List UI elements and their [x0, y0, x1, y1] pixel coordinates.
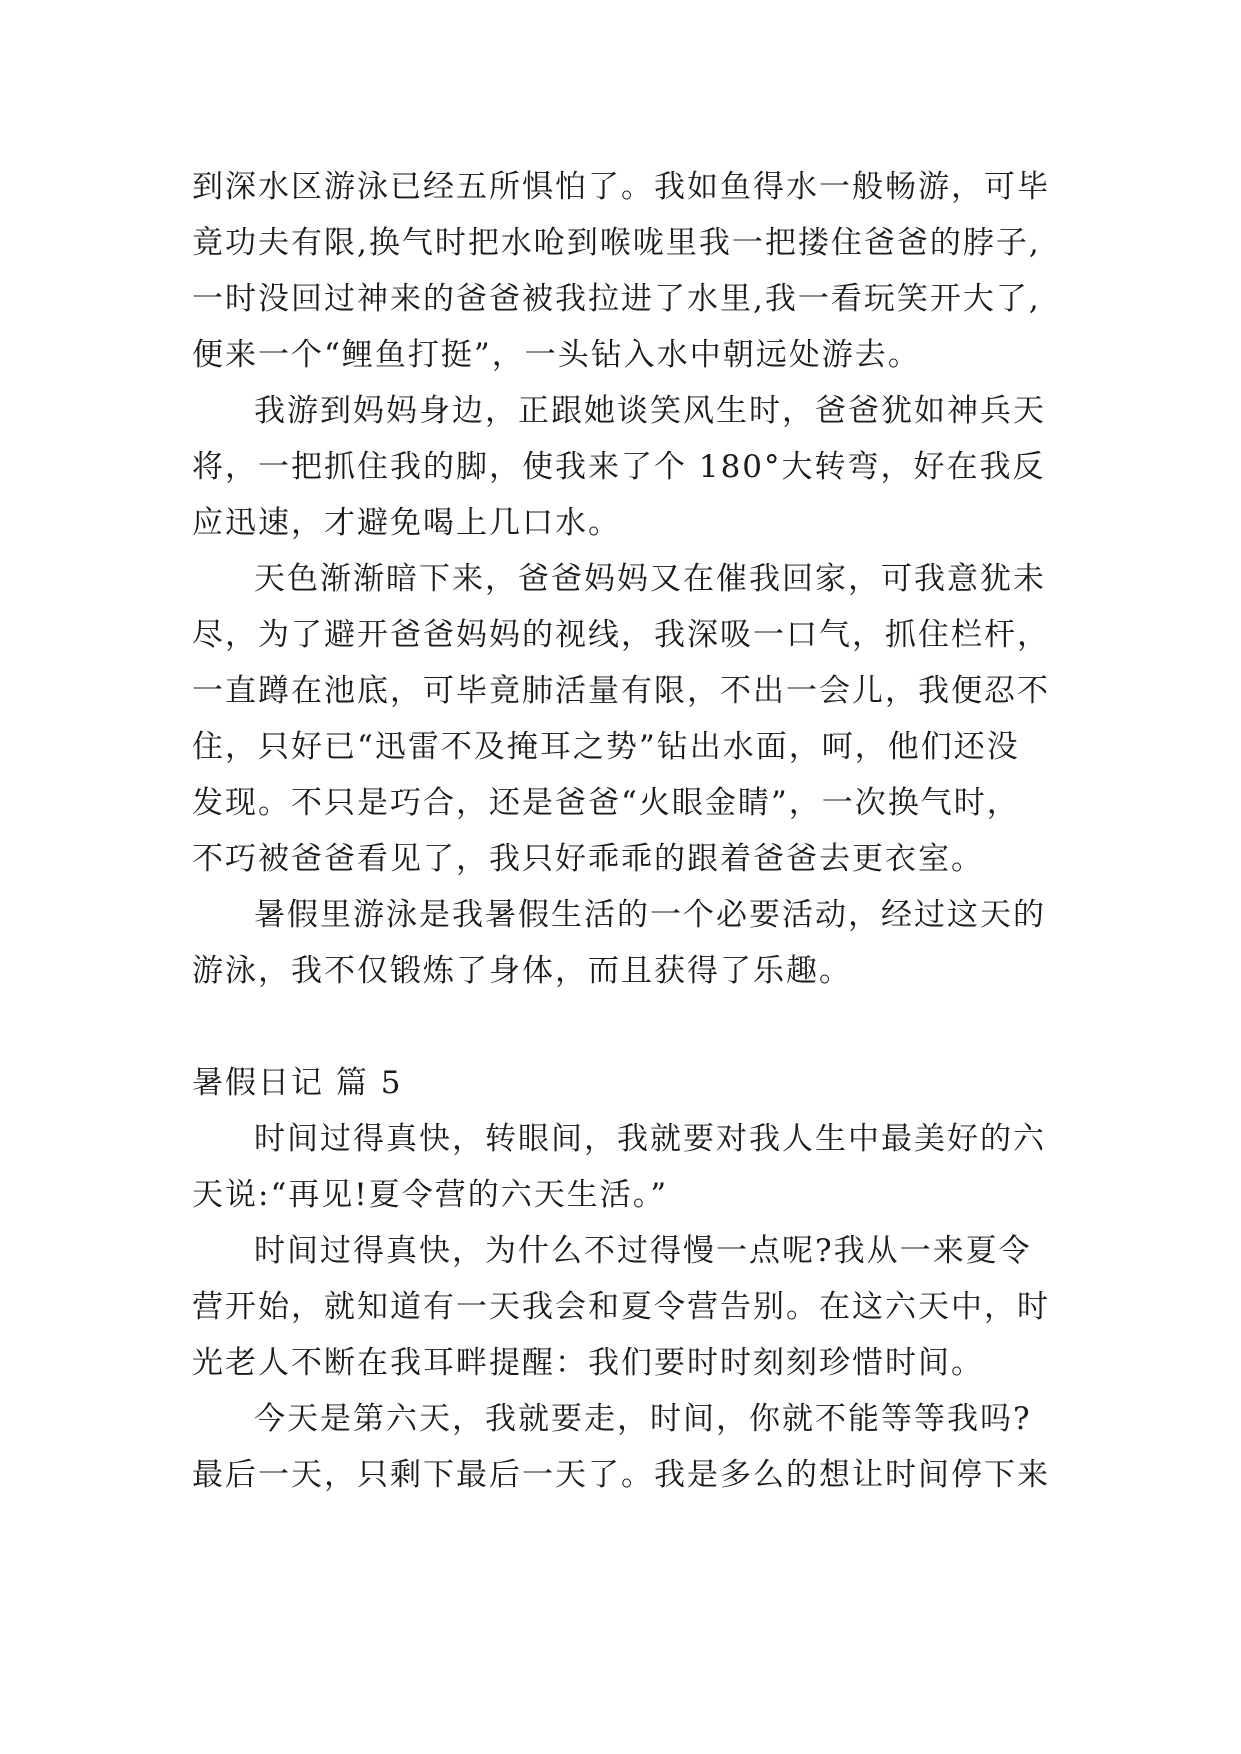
text-line: 应迅速，才避免喝上几口水。 — [192, 505, 621, 541]
text-line: 一时没回过神来的爸爸被我拉进了水里,我一看玩笑开大了, — [192, 281, 1041, 317]
text-line: 光老人不断在我耳畔提醒：我们要时时刻刻珍惜时间。 — [192, 1345, 984, 1381]
text-line: 我游到妈妈身边，正跟她谈笑风生时，爸爸犹如神兵天 — [254, 393, 1046, 429]
text-line: 时间过得真快，为什么不过得慢一点呢?我从一来夏令 — [254, 1233, 1032, 1269]
text-line: 时间过得真快，转眼间，我就要对我人生中最美好的六 — [254, 1121, 1046, 1157]
text-line: 游泳，我不仅锻炼了身体，而且获得了乐趣。 — [192, 953, 852, 989]
text-line: 天说:“再见!夏令营的六天生活。” — [192, 1177, 669, 1213]
text-line: 发现。不只是巧合，还是爸爸“火眼金睛”，一次换气时， — [192, 785, 1020, 821]
text-line: 便来一个“鲤鱼打挺”，一头钻入水中朝远处游去。 — [192, 337, 921, 373]
text-line: 最后一天，只剩下最后一天了。我是多么的想让时间停下来 — [192, 1457, 1050, 1493]
text-line: 将，一把抓住我的脚，使我来了个 180°大转弯，好在我反 — [192, 449, 1046, 485]
text-line: 不巧被爸爸看见了，我只好乖乖的跟着爸爸去更衣室。 — [192, 841, 984, 877]
text-line: 营开始，就知道有一天我会和夏令营告别。在这六天中，时 — [192, 1289, 1050, 1325]
section-heading: 暑假日记 篇 5 — [192, 1065, 403, 1101]
text-line: 一直蹲在池底，可毕竟肺活量有限，不出一会儿，我便忍不 — [192, 673, 1050, 709]
text-line: 今天是第六天，我就要走，时间，你就不能等等我吗? — [254, 1401, 1032, 1437]
text-line: 天色渐渐暗下来，爸爸妈妈又在催我回家，可我意犹未 — [254, 561, 1046, 597]
text-line: 住，只好已“迅雷不及掩耳之势”钻出水面，呵，他们还没 — [192, 729, 1020, 765]
text-line: 暑假里游泳是我暑假生活的一个必要活动，经过这天的 — [254, 897, 1046, 933]
text-line: 到深水区游泳已经五所惧怕了。我如鱼得水一般畅游，可毕 — [192, 169, 1050, 205]
text-line: 竟功夫有限,换气时把水呛到喉咙里我一把搂住爸爸的脖子, — [192, 225, 1041, 261]
text-line: 尽，为了避开爸爸妈妈的视线，我深吸一口气，抓住栏杆， — [192, 617, 1050, 653]
